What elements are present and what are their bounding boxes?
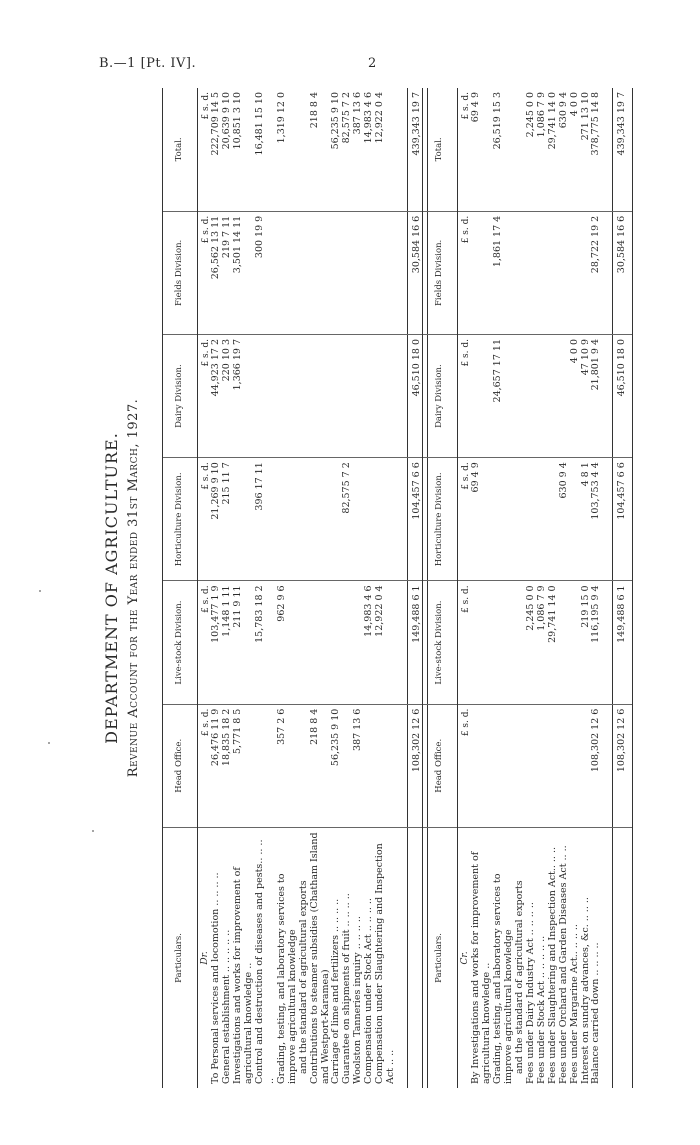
amount-cell xyxy=(277,335,299,458)
scan-speck xyxy=(92,830,94,832)
column-header: Fields Division. xyxy=(423,211,458,334)
amount-cell xyxy=(299,704,310,827)
document-reference: B.—1 [Pt. IV]. xyxy=(99,56,197,71)
row-label: Compensation under Slaughtering and Inspection Act .. .. xyxy=(374,843,397,1084)
units-label: £ s. d. xyxy=(458,458,472,581)
debit-header-row xyxy=(163,88,198,1088)
amount-cell: 20,639 9 10 xyxy=(222,88,233,211)
amount-cell: 14,983 4 6 xyxy=(364,581,375,704)
spacer-cell xyxy=(397,704,408,827)
total-cell: 30,584 16 6 xyxy=(408,211,428,334)
column-header: Particulars. xyxy=(163,827,198,1088)
amount-cell xyxy=(515,335,526,458)
total-row xyxy=(613,88,633,1088)
column-header: Total. xyxy=(423,88,458,211)
units-label: £ s. d. xyxy=(198,211,212,334)
column-header: Head Office. xyxy=(163,704,198,827)
total-cell: 46,510 18 0 xyxy=(408,335,428,458)
amount-cell: 108,302 12 6 xyxy=(591,704,602,827)
spacer-cell xyxy=(602,827,613,1088)
amount-cell xyxy=(570,458,581,581)
units-label: £ s. d. xyxy=(458,211,472,334)
amount-cell xyxy=(310,211,332,334)
column-header: Fields Division. xyxy=(163,211,198,334)
amount-cell: 44,923 17 2 xyxy=(211,335,222,458)
amount-cell: 103,753 4 4 xyxy=(591,458,602,581)
document-title: DEPARTMENT OF AGRICULTURE. xyxy=(102,432,121,744)
amount-cell xyxy=(471,704,493,827)
amount-cell xyxy=(548,211,559,334)
amount-cell xyxy=(375,211,397,334)
amount-cell: 3,501 14 11 xyxy=(233,211,255,334)
column-header: Live-stock Division. xyxy=(423,581,458,704)
amount-cell: 26,519 15 3 xyxy=(493,88,515,211)
amount-cell xyxy=(559,335,570,458)
amount-cell: 24,657 17 11 xyxy=(493,335,515,458)
units-label: £ s. d. xyxy=(198,458,212,581)
amount-cell: 12,922 0 4 xyxy=(375,88,397,211)
total-cell: 439,343 19 7 xyxy=(613,88,633,211)
revenue-account-sheet xyxy=(96,88,676,1088)
amount-cell: 16,481 15 10 xyxy=(255,88,277,211)
amount-cell xyxy=(353,458,364,581)
amount-cell xyxy=(299,458,310,581)
amount-cell: 1,148 1 11 xyxy=(222,581,233,704)
total-cell: 46,510 18 0 xyxy=(613,335,633,458)
row-label: Carriage of lime and fertilizers .. .. .. .. xyxy=(330,898,342,1084)
amount-cell: 82,575 7 2 xyxy=(342,458,353,581)
scan-speck xyxy=(48,742,50,744)
amount-cell xyxy=(570,581,581,704)
amount-cell xyxy=(559,211,570,334)
total-cell: 108,302 12 6 xyxy=(613,704,633,827)
amount-cell: 219 15 0 xyxy=(581,581,592,704)
debit-table xyxy=(162,88,428,1088)
amount-cell: 82,575 7 2 xyxy=(342,88,353,211)
amount-cell xyxy=(559,704,570,827)
spacer-cell xyxy=(602,211,613,334)
total-label-cell xyxy=(613,827,633,1088)
amount-cell xyxy=(471,335,493,458)
amount-cell: 630 9 4 xyxy=(559,88,570,211)
amount-cell: 1,086 7 9 xyxy=(537,581,548,704)
spacer-cell xyxy=(602,581,613,704)
amount-cell: 69 4 9 xyxy=(471,458,493,581)
amount-cell: 1,861 17 4 xyxy=(493,211,515,334)
column-header: Horticulture Division. xyxy=(423,458,458,581)
amount-cell: 15,783 18 2 xyxy=(255,581,277,704)
amount-cell: 26,562 13 11 xyxy=(211,211,222,334)
amount-cell xyxy=(255,704,277,827)
scan-speck xyxy=(39,590,41,592)
amount-cell xyxy=(277,458,299,581)
total-cell: 30,584 16 6 xyxy=(613,211,633,334)
amount-cell: 56,235 9 10 xyxy=(331,88,342,211)
amount-cell xyxy=(515,211,526,334)
column-header: Particulars. xyxy=(423,827,458,1088)
column-header: Head Office. xyxy=(423,704,458,827)
amount-cell: 271 13 10 xyxy=(581,88,592,211)
amount-cell xyxy=(364,704,375,827)
column-header: Dairy Division. xyxy=(163,335,198,458)
table-row xyxy=(277,88,299,1088)
amount-cell: 1,366 19 7 xyxy=(233,335,255,458)
total-cell: 104,457 6 6 xyxy=(613,458,633,581)
units-label: £ s. d. xyxy=(198,704,212,827)
amount-cell: 12,922 0 4 xyxy=(375,581,397,704)
spacer-cell xyxy=(397,88,408,211)
amount-cell xyxy=(471,581,493,704)
amount-cell xyxy=(493,581,515,704)
amount-cell xyxy=(310,581,332,704)
spacer-row xyxy=(602,88,613,1088)
amount-cell xyxy=(299,581,310,704)
row-label: General establishment .. .. .. .. .. xyxy=(221,929,233,1084)
row-label: Investigations and works for improvement of agricultural knowledge .. xyxy=(232,867,255,1084)
amount-cell xyxy=(255,335,277,458)
amount-cell: 630 9 4 xyxy=(559,458,570,581)
amount-cell xyxy=(537,211,548,334)
row-label: By Investigations and works for improvement of agricultural knowledge .. xyxy=(470,851,493,1084)
amount-cell: 29,741 14 0 xyxy=(548,581,559,704)
row-label: Fees under Dairy Industry Act .. .. .. .. xyxy=(524,902,536,1084)
row-label: Control and destruction of diseases and pests.. .. .. .. xyxy=(254,839,276,1084)
amount-cell xyxy=(299,335,310,458)
row-label: Fees under Orchard and Garden Diseases Act .. .. xyxy=(557,845,569,1084)
amount-cell xyxy=(471,211,493,334)
units-label: £ s. d. xyxy=(458,581,472,704)
column-header: Dairy Division. xyxy=(423,335,458,458)
amount-cell: 5,771 8 5 xyxy=(233,704,255,827)
spacer-cell xyxy=(397,211,408,334)
amount-cell xyxy=(331,335,342,458)
amount-cell xyxy=(364,335,375,458)
spacer-cell xyxy=(397,458,408,581)
spacer-row xyxy=(397,88,408,1088)
row-label: Woolston Tanneries inquiry .. .. .. .. xyxy=(352,916,364,1084)
side-label-row xyxy=(458,88,472,1088)
amount-cell: 215 11 7 xyxy=(222,458,233,581)
amount-cell: 1,319 12 0 xyxy=(277,88,299,211)
column-header: Total. xyxy=(163,88,198,211)
spacer-cell xyxy=(397,827,408,1088)
amount-cell: 14,983 4 6 xyxy=(364,88,375,211)
amount-cell: 116,195 9 4 xyxy=(591,581,602,704)
amount-cell xyxy=(364,458,375,581)
amount-cell: 29,741 14 0 xyxy=(548,88,559,211)
amount-cell xyxy=(342,211,353,334)
amount-cell xyxy=(526,704,537,827)
amount-cell: 1,086 7 9 xyxy=(537,88,548,211)
units-label: £ s. d. xyxy=(458,335,472,458)
table-row xyxy=(310,88,332,1088)
spacer-cell xyxy=(602,704,613,827)
amount-cell xyxy=(493,704,515,827)
table-row xyxy=(375,88,397,1088)
total-cell: 104,457 6 6 xyxy=(408,458,428,581)
amount-cell xyxy=(537,704,548,827)
amount-cell: 396 17 11 xyxy=(255,458,277,581)
spacer-cell xyxy=(397,581,408,704)
amount-cell xyxy=(559,581,570,704)
table-row xyxy=(570,88,581,1088)
side-label: Dr. xyxy=(200,951,210,965)
spacer-cell xyxy=(397,335,408,458)
amount-cell xyxy=(515,458,526,581)
row-label: Interest on sundry advances, &c. .. .. .. xyxy=(579,897,591,1084)
table-row xyxy=(471,88,493,1088)
amount-cell: 387 13 6 xyxy=(353,88,364,211)
page-header xyxy=(0,0,700,80)
amount-cell xyxy=(342,581,353,704)
amount-cell: 28,722 19 2 xyxy=(591,211,602,334)
row-label: Grading, testing, and laboratory services to improve agricultural knowledge xyxy=(492,873,515,1084)
amount-cell xyxy=(353,211,364,334)
amount-cell: 218 8 4 xyxy=(310,88,332,211)
amount-cell: 21,269 9 10 xyxy=(211,458,222,581)
units-label: £ s. d. xyxy=(198,335,212,458)
table-row xyxy=(299,88,310,1088)
amount-cell: 378,775 14 8 xyxy=(591,88,602,211)
row-label: Fees under Margarine Act.. .. .. .. xyxy=(568,924,580,1084)
amount-cell xyxy=(493,458,515,581)
amount-cell: 220 10 3 xyxy=(222,335,233,458)
amount-cell xyxy=(375,458,397,581)
amount-cell xyxy=(375,704,397,827)
amount-cell xyxy=(310,335,332,458)
table-row xyxy=(493,88,515,1088)
amount-cell: 211 9 11 xyxy=(233,581,255,704)
amount-cell: 300 19 9 xyxy=(255,211,277,334)
amount-cell xyxy=(570,704,581,827)
amount-cell: 4 8 1 xyxy=(581,458,592,581)
amount-cell xyxy=(537,458,548,581)
amount-cell xyxy=(364,211,375,334)
amount-cell xyxy=(353,335,364,458)
amount-cell: 26,476 11 9 xyxy=(211,704,222,827)
amount-cell xyxy=(526,211,537,334)
row-label: Fees under Slaughtering and Inspection Act.. .. .. xyxy=(546,846,558,1084)
amount-cell: 218 8 4 xyxy=(310,704,332,827)
amount-cell: 69 4 9 xyxy=(471,88,493,211)
units-label: £ s. d. xyxy=(458,88,472,211)
spacer-cell xyxy=(602,88,613,211)
amount-cell: 10,851 3 10 xyxy=(233,88,255,211)
table-row xyxy=(255,88,277,1088)
amount-cell xyxy=(310,458,332,581)
amount-cell: 18,835 18 2 xyxy=(222,704,233,827)
amount-cell xyxy=(548,704,559,827)
amount-cell: 4 0 0 xyxy=(570,335,581,458)
row-label: Grading, testing, and laboratory services to improve agricultural knowledge xyxy=(275,873,298,1084)
amount-cell: 21,801 9 4 xyxy=(591,335,602,458)
total-cell: 108,302 12 6 xyxy=(408,704,428,827)
side-label: Cr. xyxy=(460,951,470,965)
amount-cell: 2,245 0 0 xyxy=(526,581,537,704)
credit-table xyxy=(422,88,633,1088)
amount-cell: 219 7 11 xyxy=(222,211,233,334)
amount-cell xyxy=(331,581,342,704)
amount-cell: 222,709 14 5 xyxy=(211,88,222,211)
row-label: Balance carried down .. .. .. .. xyxy=(590,942,602,1084)
amount-cell xyxy=(331,211,342,334)
amount-cell: 4 0 0 xyxy=(570,88,581,211)
row-label: Fees under Stock Act .. .. .. .. .. xyxy=(535,935,547,1084)
row-label: and the standard of agricultural exports xyxy=(297,880,309,1074)
row-label: Contributions to steamer subsidies (Chatham Island and Westport-Karamea) xyxy=(308,832,331,1084)
total-cell: 149,488 6 1 xyxy=(408,581,428,704)
spacer-cell xyxy=(602,458,613,581)
column-header: Horticulture Division. xyxy=(163,458,198,581)
amount-cell: 47 10 9 xyxy=(581,335,592,458)
amount-cell xyxy=(277,211,299,334)
amount-cell xyxy=(548,335,559,458)
amount-cell xyxy=(233,458,255,581)
amount-cell xyxy=(526,335,537,458)
amount-cell xyxy=(299,88,310,211)
table-row xyxy=(591,88,602,1088)
page-number: 2 xyxy=(368,56,377,71)
spacer-cell xyxy=(602,335,613,458)
row-label: and the standard of agricultural exports xyxy=(514,880,526,1074)
row-label: Guarantee on shipments of fruit .. .. .. .. xyxy=(341,893,353,1084)
amount-cell: 103,477 1 9 xyxy=(211,581,222,704)
amount-cell xyxy=(375,335,397,458)
column-header: Live-stock Division. xyxy=(163,581,198,704)
amount-cell xyxy=(299,211,310,334)
row-label: Compensation under Stock Act .. .. .. .. xyxy=(363,898,375,1084)
amount-cell: 357 2 6 xyxy=(277,704,299,827)
amount-cell: 56,235 9 10 xyxy=(331,704,342,827)
amount-cell xyxy=(342,335,353,458)
amount-cell xyxy=(537,335,548,458)
table-row xyxy=(233,88,255,1088)
credit-header-row xyxy=(423,88,458,1088)
side-label-row xyxy=(198,88,212,1088)
amount-cell: 962 9 6 xyxy=(277,581,299,704)
units-label: £ s. d. xyxy=(458,704,472,827)
row-label: To Personal services and locomotion .. .. .. .. xyxy=(210,872,222,1084)
amount-cell xyxy=(570,211,581,334)
total-cell: 149,488 6 1 xyxy=(613,581,633,704)
document-subtitle: Revenue Account for the Year ended 31st March, 1927. xyxy=(126,398,141,778)
total-cell: 439,343 19 7 xyxy=(408,88,428,211)
table-row xyxy=(559,88,570,1088)
units-label: £ s. d. xyxy=(198,581,212,704)
units-label: £ s. d. xyxy=(198,88,212,211)
amount-cell xyxy=(526,458,537,581)
amount-cell xyxy=(515,704,526,827)
amount-cell: 387 13 6 xyxy=(353,704,364,827)
amount-cell: 2,245 0 0 xyxy=(526,88,537,211)
